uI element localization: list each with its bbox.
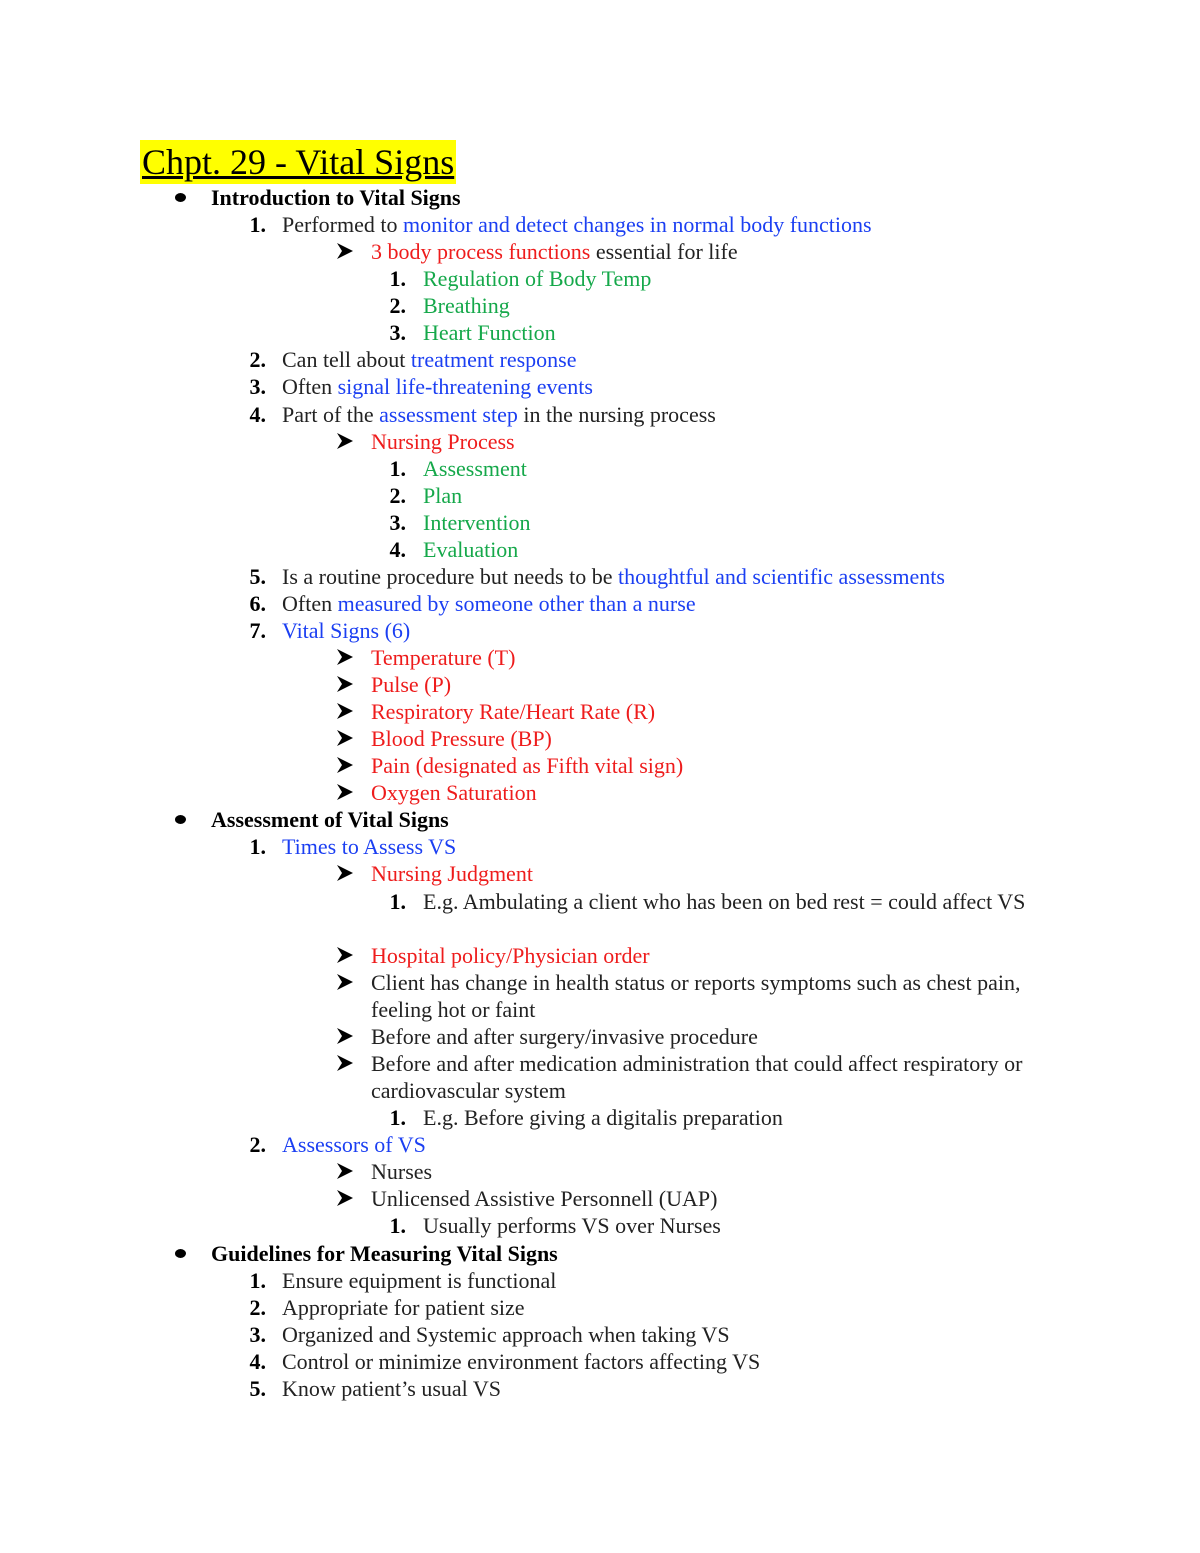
item-text: 3 body process functions (371, 239, 591, 264)
item-text: Is a routine procedure but needs to be (282, 564, 618, 589)
item-text: Evaluation (423, 537, 519, 562)
arrow-bullet-icon (336, 1162, 354, 1180)
item-text: Heart Function (423, 320, 556, 345)
arrow-bullet-icon (336, 648, 354, 666)
list-number: 5. (249, 1376, 266, 1401)
arrow-bullet-icon (336, 675, 354, 693)
item-text: Part of the (282, 402, 380, 427)
item-text: treatment response (410, 347, 577, 372)
item-text: monitor and detect changes in normal body functions (402, 212, 872, 237)
arrow-bullet-icon (336, 1054, 354, 1072)
list-number: 3. (249, 1322, 266, 1347)
outline-item (371, 942, 650, 969)
outline-item (249, 590, 696, 617)
list-number: 1. (389, 1105, 406, 1130)
outline-item (371, 779, 537, 806)
outline-item (371, 1023, 758, 1050)
bullet-icon (175, 1249, 186, 1258)
outline-item (389, 319, 556, 346)
item-text: Temperature (T) (371, 645, 516, 670)
item-text: measured by someone other than a nurse (337, 591, 696, 616)
list-number: 2. (389, 293, 406, 318)
section-heading: Introduction to Vital Signs (211, 185, 461, 210)
list-number: 1. (389, 456, 406, 481)
section-heading: Assessment of Vital Signs (211, 807, 449, 832)
outline-item (249, 1348, 761, 1375)
list-number: 1. (249, 1268, 266, 1293)
section-heading: Guidelines for Measuring Vital Signs (211, 1241, 558, 1266)
item-text: Often (282, 591, 338, 616)
item-text: signal life-threatening events (337, 374, 593, 399)
item-text: essential for life (590, 239, 738, 264)
item-text: assessment step (379, 402, 518, 427)
item-text: Nurses (371, 1159, 433, 1184)
list-number: 1. (389, 1213, 406, 1238)
list-number: 2. (389, 483, 406, 508)
outline-item (249, 211, 872, 238)
item-text: Nursing Judgment (371, 861, 533, 886)
outline-item (371, 969, 1051, 1023)
arrow-bullet-icon (336, 1189, 354, 1207)
item-text: Organized and Systemic approach when taking VS (282, 1322, 730, 1347)
outline-item (389, 536, 519, 563)
arrow-bullet-icon (336, 973, 354, 991)
outline-item (371, 725, 552, 752)
outline-item (211, 1240, 558, 1267)
item-text: Oxygen Saturation (371, 780, 537, 805)
arrow-bullet-icon (336, 946, 354, 964)
outline-item (249, 1375, 501, 1402)
bullet-icon (175, 193, 186, 202)
arrow-bullet-icon (336, 432, 354, 450)
outline-item (371, 1185, 717, 1212)
list-number: 4. (389, 537, 406, 562)
outline-item (371, 644, 515, 671)
outline-item (249, 1267, 557, 1294)
item-text: Times to Assess VS (282, 834, 457, 859)
item-text: in the nursing process (517, 402, 716, 427)
list-number: 1. (249, 212, 266, 237)
list-number: 3. (389, 510, 406, 535)
item-text: Usually performs VS over Nurses (423, 1213, 721, 1238)
page-title: Chpt. 29 - Vital Signs (142, 142, 455, 182)
outline-item (249, 1294, 525, 1321)
item-text: Vital Signs (282, 618, 385, 643)
item-text: Pain (designated as Fifth vital sign) (371, 753, 684, 778)
item-text: Hospital policy/Physician order (371, 943, 650, 968)
outline-item (371, 238, 738, 265)
item-text: Appropriate for patient size (282, 1295, 525, 1320)
item-text: Blood Pressure (BP) (371, 726, 552, 751)
outline-item (371, 428, 515, 455)
outline-item (249, 401, 716, 428)
arrow-bullet-icon (336, 783, 354, 801)
arrow-bullet-icon (336, 729, 354, 747)
outline-item (389, 265, 652, 292)
outline-item (249, 617, 411, 644)
item-text: Know patient’s usual VS (282, 1376, 501, 1401)
item-text: Often (282, 374, 338, 399)
item-text: Breathing (423, 293, 510, 318)
list-number: 6. (249, 591, 266, 616)
list-number: 4. (249, 402, 266, 427)
item-text: Plan (423, 483, 463, 508)
arrow-bullet-icon (336, 242, 354, 260)
item-text: Assessors of VS (282, 1132, 426, 1157)
outline-item (389, 482, 463, 509)
item-text: Performed to (282, 212, 403, 237)
outline-item (389, 292, 510, 319)
outline-item (389, 509, 531, 536)
outline-item (249, 563, 945, 590)
item-text: thoughtful and scientific assessments (618, 564, 945, 589)
outline-item (211, 184, 461, 211)
outline-item (371, 1158, 432, 1185)
item-text: Can tell about (282, 347, 411, 372)
item-text: Pulse (P) (371, 672, 452, 697)
list-number: 4. (249, 1349, 266, 1374)
arrow-bullet-icon (336, 756, 354, 774)
outline-item (249, 833, 457, 860)
item-text: (6) (384, 618, 411, 643)
item-text: Unlicensed Assistive Personnell (UAP) (371, 1186, 718, 1211)
outline-item (371, 752, 683, 779)
item-text: Ensure equipment is functional (282, 1268, 557, 1293)
item-text: Assessment (423, 456, 527, 481)
outline-item (371, 671, 451, 698)
list-number: 7. (249, 618, 266, 643)
item-text: Before and after surgery/invasive procedure (371, 1024, 758, 1049)
outline-item (211, 806, 449, 833)
arrow-bullet-icon (336, 864, 354, 882)
list-number: 2. (249, 1295, 266, 1320)
item-text: E.g. Ambulating a client who has been on bed rest = could affect VS (423, 889, 1026, 914)
outline-item (249, 373, 593, 400)
list-number: 3. (389, 320, 406, 345)
list-number: 1. (389, 266, 406, 291)
outline-item (371, 1050, 1061, 1104)
arrow-bullet-icon (336, 1027, 354, 1045)
item-text: Respiratory Rate/Heart Rate (R) (371, 699, 656, 724)
arrow-bullet-icon (336, 702, 354, 720)
outline-item (249, 1321, 730, 1348)
item-text: Client has change in health status or reports symptoms such as chest pain, feeling hot or faint (371, 970, 1021, 1022)
list-number: 3. (249, 374, 266, 399)
list-number: 2. (249, 347, 266, 372)
list-number: 2. (249, 1132, 266, 1157)
outline-item (371, 860, 533, 887)
item-text: Regulation of Body Temp (423, 266, 652, 291)
outline-item (371, 698, 655, 725)
item-text: Nursing Process (371, 429, 515, 454)
outline-item (389, 455, 527, 482)
item-text: E.g. Before giving a digitalis preparation (423, 1105, 783, 1130)
bullet-icon (175, 815, 186, 824)
outline-item (389, 1104, 783, 1131)
item-text: Before and after medication administration that could affect respiratory or cardiovascular system (371, 1051, 1023, 1103)
list-number: 1. (249, 834, 266, 859)
list-number: 1. (389, 889, 406, 914)
outline-item (249, 1131, 426, 1158)
outline-item (249, 346, 577, 373)
list-number: 5. (249, 564, 266, 589)
item-text: Intervention (423, 510, 531, 535)
outline-item (389, 1212, 721, 1239)
item-text: Control or minimize environment factors affecting VS (282, 1349, 761, 1374)
outline-item (389, 888, 1043, 915)
